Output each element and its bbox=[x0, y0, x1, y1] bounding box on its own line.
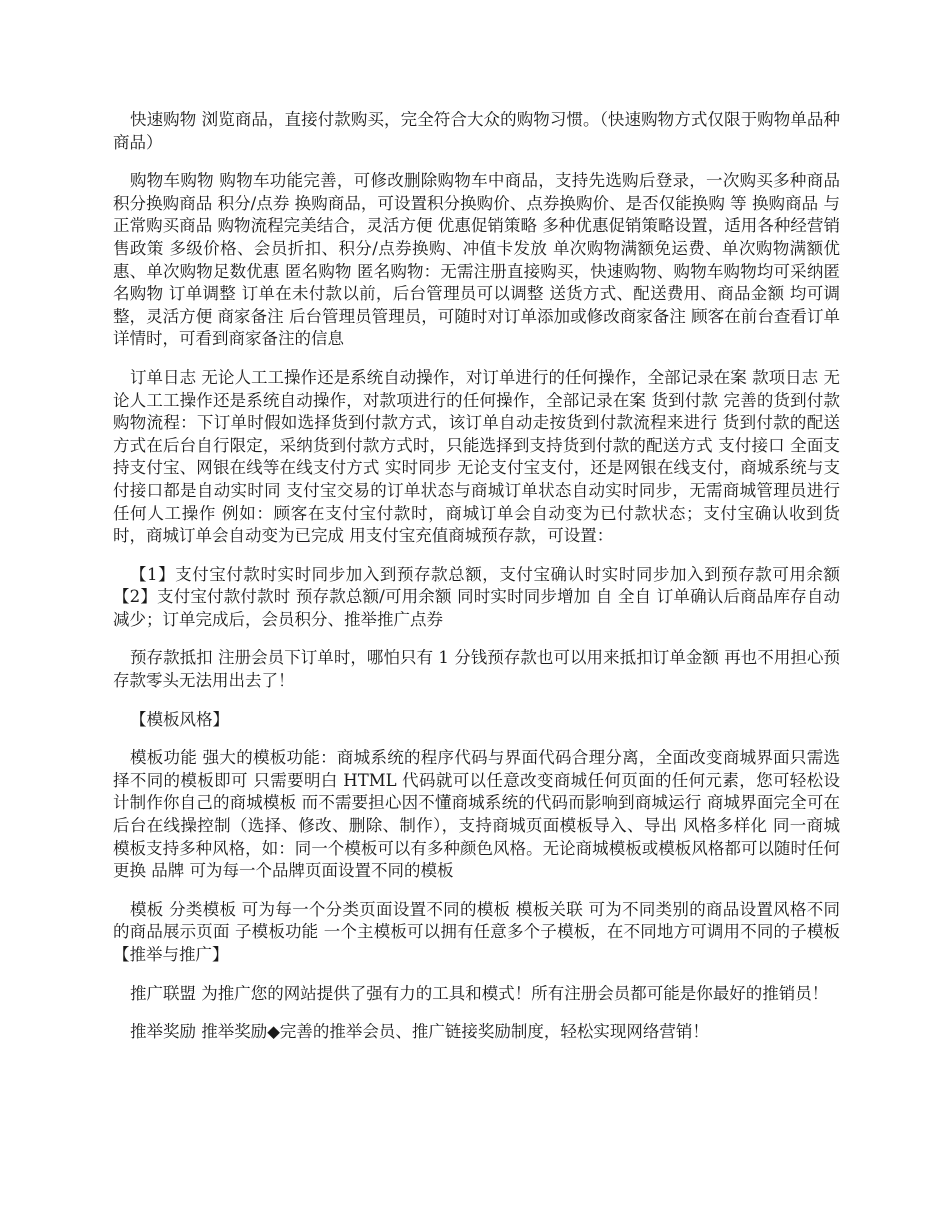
paragraph-order-log: 订单日志 无论人工工操作还是系统自动操作，对订单进行的任何操作，全部记录在案 款项日志 无论人工工操作还是系统自动操作，对款项进行的任何操作，全部记录在案 货到付款 完善的货到付款购物流程：下订单时假如选择货到付款方式，该订单自动走按货到付款流程来进行 货到付款的配送方式在后台自行限定，采纳货到付款方式时，只能选择到支持货到付款的配送方式 支付接口 全面支持支付宝、网银在线等在线支付方式 实时同步 无论支付宝支付，还是网银在线支付，商城系统与支付接口都是自动实时同 支付宝交易的订单状态与商城订单状态自动实时同步，无需商城管理员进行任何人工操作 例如：顾客在支付宝付款时，商城订单会自动变为已付款状态；支付宝确认收到货时，商城订单会自动变为已完成 用支付宝充值商城预存款，可设置： bbox=[113, 367, 840, 546]
paragraph-category-template: 模板 分类模板 可为每一个分类页面设置不同的模板 模板关联 可为不同类别的商品设置风格不同的商品展示页面 子模板功能 一个主模板可以拥有任意多个子模板，在不同地方可调用不同的子模板 【推举与推广】 bbox=[113, 899, 840, 964]
paragraph-referral-reward: 推举奖励 推举奖励◆完善的推举会员、推广链接奖励制度，轻松实现网络营销！ bbox=[130, 1022, 709, 1042]
paragraph-promotion-alliance: 推广联盟 为推广您的网站提供了强有力的工具和模式！所有注册会员都可能是你最好的推销员！ bbox=[130, 983, 829, 1003]
paragraph-quick-purchase: 快速购物 浏览商品，直接付款购买，完全符合大众的购物习惯。（快速购物方式仅限于购物单品种商品） bbox=[113, 110, 840, 152]
paragraph-template-function: 模板功能 强大的模板功能：商城系统的程序代码与界面代码合理分离，全面改变商城界面只需选择不同的模板即可 只需要明白 HTML 代码就可以任意改变商城任何页面的任何元素，您可轻松设计制作你自己的商城模板 而不需要担心因不懂商城系统的代码而影响到商城运行 商城界面完全可在后台在线操控制（选择、修改、删除、制作），支持商城页面模板导入、导出 风格多样化 同一商城模板支持多种风格，如：同一个模板可以有多种颜色风格。无论商城模板或模板风格都可以随时任何更换 品牌 可为每一个品牌页面设置不同的模板 bbox=[113, 748, 840, 881]
paragraph-alipay-sync: 【1】支付宝付款时实时同步加入到预存款总额，支付宝确认时实时同步加入到预存款可用余额 【2】支付宝付款付款时 预存款总额/可用余额 同时实时同步增加 自 全自 订单确认后商品库存自动减少；订单完成后，会员积分、推举推广点券 bbox=[113, 564, 840, 629]
paragraph-shopping-cart: 购物车购物 购物车功能完善，可修改删除购物车中商品，支持先选购后登录，一次购买多种商品 积分换购商品 积分/点券 换购商品，可设置积分换购价、点券换购价、是否仅能换购 等 换购商品 与 正常购买商品 购物流程完美结合，灵活方便 优惠促销策略 多种优惠促销策略设置，适用各种经营销售政策 多级价格、会员折扣、积分/点券换购、冲值卡发放 单次购物满额免运费、单次购物满额优惠、单次购物足数优惠 匿名购物 匿名购物：无需注册直接购买，快速购物、购物车购物均可采纳匿名购物 订单调整 订单在未付款以前，后台管理员可以调整 送货方式、配送费用、商品金额 均可调整，灵活方便 商家备注 后台管理员管理员，可随时对订单添加或修改商家备注 顾客在前台查看订单详情时，可看到商家备注的信息 bbox=[113, 171, 840, 349]
section-heading-template-style: 【模板风格】 bbox=[130, 709, 229, 729]
document-body bbox=[113, 109, 840, 1060]
paragraph-prepaid-deduction: 预存款抵扣 注册会员下订单时，哪怕只有 1 分钱预存款也可以用来抵扣订单金额 再也不用担心预存款零头无法用出去了！ bbox=[113, 648, 840, 691]
